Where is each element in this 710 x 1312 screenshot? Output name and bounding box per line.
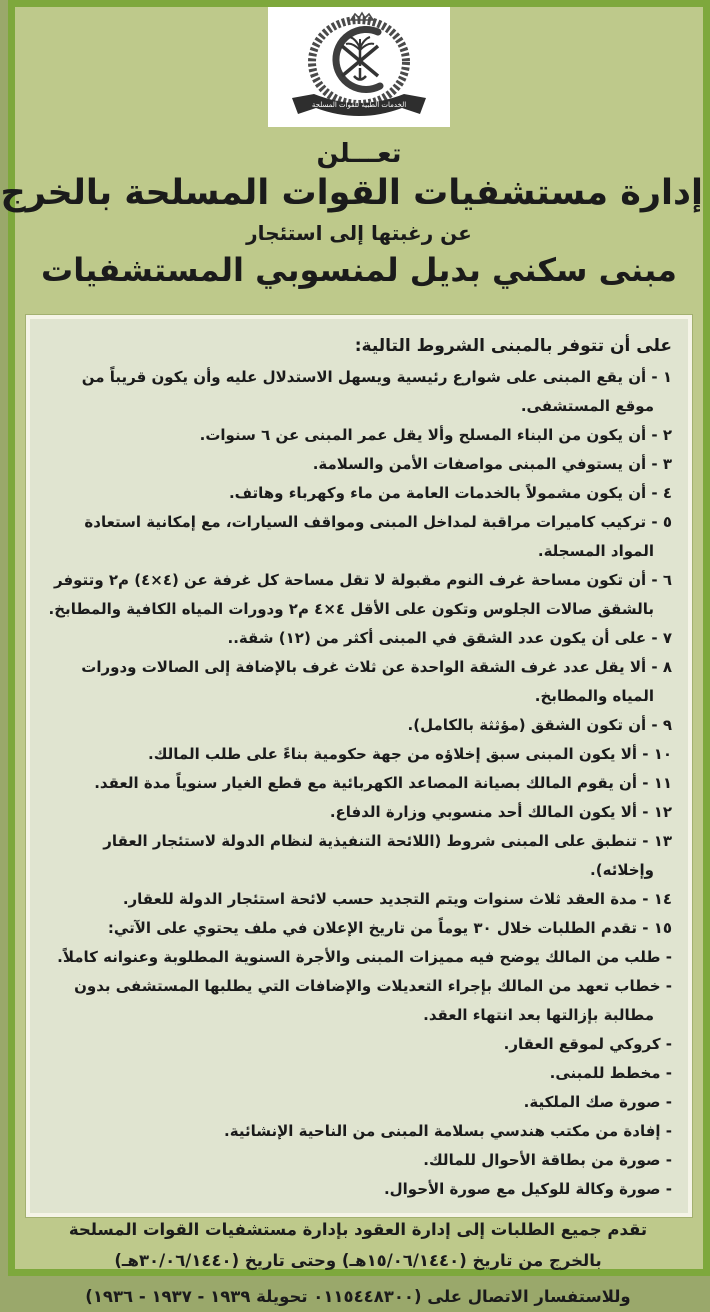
conditions-box: [26, 315, 692, 1306]
armed-forces-medical-services-emblem-icon: [274, 10, 444, 124]
condition-item: ٦ - أن تكون مساحة غرف النوم مقبولة لا تقل مساحة كل غرفة عن (٤×٤) م٢ وتتوفر بالشقق صالات الجلوس وتكون على الأقل ٤×٤ م٢ ودورات المياه الكافية والمطابخ.: [48, 571, 672, 618]
condition-item: ١٤ - مدة العقد ثلاث سنوات ويتم التجديد حسب لائحة استئجار الدولة للعقار.: [122, 890, 672, 908]
condition-item: ٧ - على أن يكون عدد الشقق في المبنى أكثر من (١٢) شقة..: [227, 629, 672, 647]
condition-item: - صورة صك الملكية.: [523, 1093, 672, 1111]
condition-item: - صورة من بطاقة الأحوال للمالك.: [423, 1151, 672, 1169]
announce-heading: تعـــلن: [316, 139, 402, 169]
condition-item: ١ - أن يقع المبنى على شوارع رئيسية ويسهل الاستدلال عليه وأن يكون قريباً من موقع المستشفى.: [81, 368, 672, 415]
condition-item: ٤ - أن يكون مشمولاً بالخدمات العامة من ماء وكهرباء وهاتف.: [228, 484, 672, 502]
condition-item: ١٥ - تقدم الطلبات خلال ٣٠ يوماً من تاريخ الإعلان في ملف يحتوي على الآتي:: [107, 919, 672, 937]
condition-item: - إفادة من مكتب هندسي بسلامة المبنى من الناحية الإنشائية.: [224, 1122, 672, 1140]
condition-item: ١٢ - ألا يكون المالك أحد منسوبي وزارة الدفاع.: [329, 803, 672, 821]
submission-paragraph: تقدم جميع الطلبات إلى إدارة العقود بإدارة مستشفيات القوات المسلحة بالخرج من تاريخ (١٥/٠٦/١٤٤٠هـ) وحتى تاريخ (٣٠/٠٦/١٤٤٠هـ): [68, 1220, 648, 1270]
box-footer: [44, 1214, 672, 1312]
conditions-intro: على أن تتوفر بالمبنى الشروط التالية:: [354, 336, 672, 356]
condition-item: - طلب من المالك يوضح فيه مميزات المبنى والأجرة السنوية المطلوبة وعنوانه كاملاً.: [57, 948, 672, 966]
emblem-banner-text: الخدمات الطبية للقوات المسلحة: [311, 101, 407, 109]
conditions-list: [44, 363, 672, 1204]
inquiry-paragraph: وللاستفسار الاتصال على (٠١١٥٤٤٨٣٠٠ تحويلة ١٩٣٩ - ١٩٣٧ - ١٩٣٦): [85, 1287, 631, 1306]
organization-title: إدارة مستشفيات القوات المسلحة بالخرج: [0, 173, 703, 213]
condition-item: ٨ - ألا يقل عدد غرف الشقة الواحدة عن ثلاث غرف بالإضافة إلى الصالات ودورات المياه والمطابخ.: [81, 658, 672, 705]
condition-item: ١٠ - ألا يكون المبنى سبق إخلاؤه من جهة حكومية بناءً على طلب المالك.: [148, 745, 672, 763]
condition-item: - كروكي لموقع العقار.: [503, 1035, 672, 1053]
condition-item: - خطاب تعهد من المالك بإجراء التعديلات والإضافات التي يطلبها المستشفى بدون مطالبة بإزالتها بعد انتهاء العقد.: [74, 977, 672, 1024]
about-line: عن رغبتها إلى استئجار: [246, 221, 472, 245]
condition-item: ٢ - أن يكون من البناء المسلح وألا يقل عمر المبنى عن ٦ سنوات.: [199, 426, 672, 444]
condition-item: ٩ - أن تكون الشقق (مؤثثة بالكامل).: [407, 716, 672, 734]
condition-item: ١١ - أن يقوم المالك بصيانة المصاعد الكهربائية مع قطع الغيار سنوياً مدة العقد.: [94, 774, 672, 792]
condition-item: - مخطط للمبنى.: [549, 1064, 672, 1082]
condition-item: ١٣ - تنطبق على المبنى شروط (اللائحة التنفيذية لنظام الدولة لاستئجار العقار وإخلائه).: [103, 832, 672, 879]
condition-item: ٣ - أن يستوفي المبنى مواصفات الأمن والسلامة.: [312, 455, 672, 473]
logo-box: [268, 7, 450, 127]
condition-item: - صورة وكالة للوكيل مع صورة الأحوال.: [383, 1180, 672, 1198]
subject-title: مبنى سكني بديل لمنسوبي المستشفيات: [41, 251, 677, 289]
condition-item: ٥ - تركيب كاميرات مراقبة لمداخل المبنى ومواقف السيارات، مع إمكانية استعادة المواد المسجلة.: [84, 513, 672, 560]
